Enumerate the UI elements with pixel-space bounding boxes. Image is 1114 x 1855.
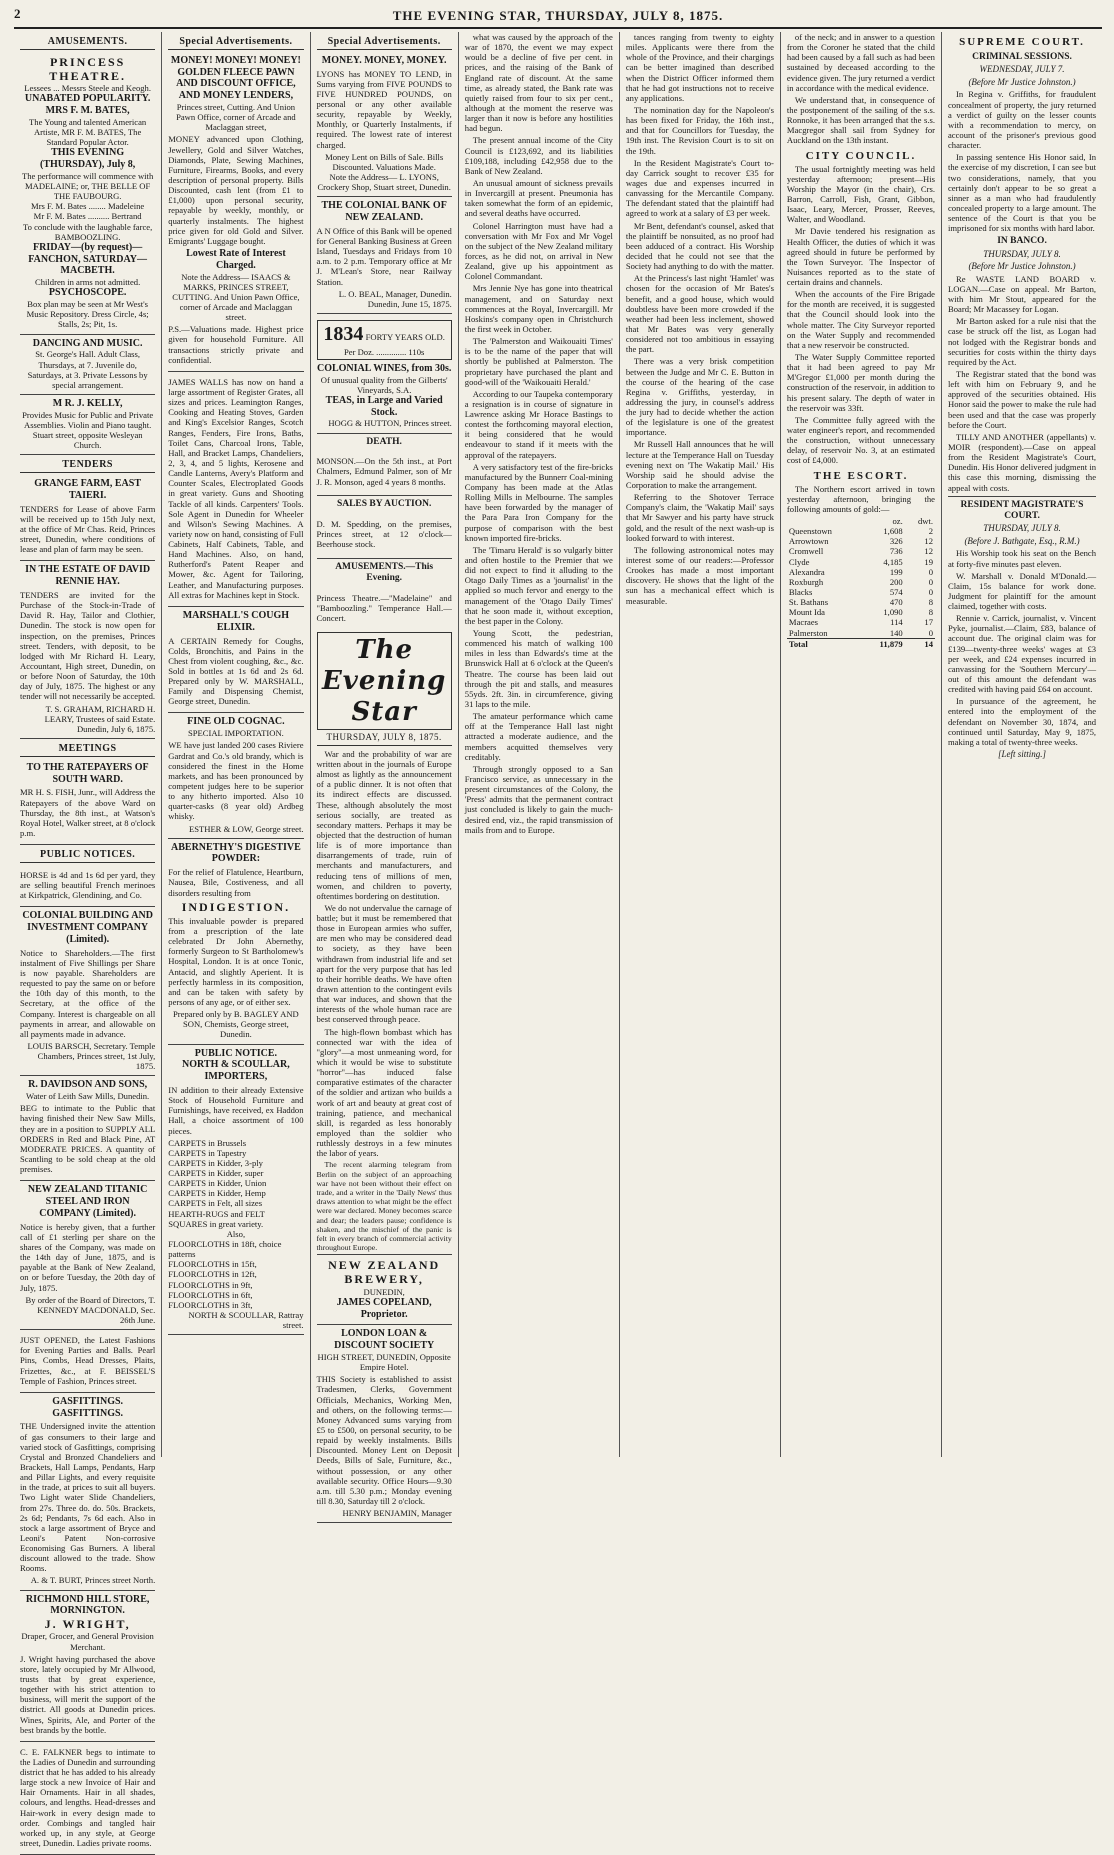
ad-text: St. George's Hall. Adult Class, Thursdays, at 7. Juvenile do, Saturdays, at 3. Private Lessons by special arrangement.	[27, 349, 148, 390]
cell: Cromwell	[788, 546, 824, 557]
ad-title: R. DAVIDSON AND SONS,	[28, 1079, 148, 1091]
ad-text: THIS Society is established to assist Tradesmen, Clerks, Government Officials, Mechanics, Working Men, and others, on the following terms:— Money Advanced sums varying from £5 to £500, on personal security, to be repaid by weekly instalments. Bills Discounted. Money Lent on Deposit Deeds, Bills of Sale, Furniture, &c., without possession, or any other available security. Office Hours—9.30 a.m. till 5.30 p.m.; Monday evening till 8.30, Saturday till 2 o'clock.	[316, 1374, 452, 1506]
escort-intro: The Northern escort arrived in town yesterday afternoon, bringing the following amounts of gold:—	[786, 483, 935, 514]
ad-text: P.S.—Valuations made. Highest price given for household Furniture. All transactions strictly private and confidential.	[168, 324, 304, 365]
cell: 114	[890, 617, 903, 628]
court-paragraph: The Registrar stated that the bond was left with him on February 9, and he approved of the securities obtained. His Honor said the power to make the rule had been used and that the case was properly before the Court.	[947, 369, 1097, 430]
ad-signature: Prepared only by B. BAGLEY AND SON, Chemists, George street, Dunedin.	[173, 1009, 299, 1040]
cell: 19	[924, 556, 933, 567]
amusements-notice: Princess Theatre.—"Madelaine" and "Bamboozling." Temperance Hall.—Concert.	[316, 593, 452, 624]
year-label: 1834	[323, 323, 364, 345]
ad-james-walls	[168, 372, 303, 607]
ad-north-scoullar	[168, 1045, 303, 1336]
cell: 199	[889, 566, 903, 577]
list-item: CARPETS in Tapestry	[168, 1147, 247, 1158]
news-paragraph: At the Princess's last night 'Hamlet' was chosen for the occasion of Mr Bates's benefit, and a good house, which would doubtless have been more crowded if the weather had been less inclement, showed that Mr Bates was very generally considered not too ambitious in essaying the part.	[625, 273, 774, 355]
news-paragraph: Colonel Harrington must have had a conversation with Mr Fox and Mr Vogel on the subject of the New Zealand military forces, as he did not, on arrival in New Zealand, give up his appointment as Colonel Commandant.	[464, 220, 613, 282]
ad-text: Draper, Grocer, and General Provision Merchant.	[21, 1631, 154, 1652]
court-paragraph: W. Marshall v. Donald M'Donald.—Claim, 15s balance for work done. Judgment for plaintiff for the amount claimed, together with costs.	[947, 570, 1097, 612]
ad-text: Notice is hereby given, that a further call of £1 sterling per share on the shares of the Company, was made on the 14th day of June, 1875, and is payable at the Bank of New Zealand, on or before Tuesday, the 20th day of July, 1875.	[20, 1221, 156, 1293]
cell: 200	[889, 576, 903, 587]
ad-signature: JAMES COPELAND, Proprietor.	[336, 1296, 432, 1320]
ad-text: Notice to Shareholders.—The first instalment of Five Shillings per Share is now payable. Shareholders are requested to pay the same on or before the 10th day of this month, to the Secretary, at the office of the Company. Interest is chargeable on all payments in arrear, and allowable on all payments made in advance.	[20, 947, 156, 1039]
news-paragraph: Through strongly opposed to a San Francisco service, as unnecessary in the present circumstances of the Colony, the 'Press' admits that the permanent contract just concluded is likely to gain the much-desired end, viz., the rapid transmission of mails from and to Europe.	[464, 763, 613, 835]
table-row	[787, 628, 935, 639]
masthead	[14, 6, 1102, 29]
ad-text: MR H. S. FISH, Junr., will Address the Ratepayers of the above Ward on Thursday, the 8th inst., at Watson's Royal Hotel, Walker street, at 8 o'clock p.m.	[20, 787, 156, 838]
ad-text: Note the Address— ISAACS & MARKS, PRINCES STREET, CUTTING. And Union Pawn Office, corner of Arcade and Maclaggan street.	[172, 271, 300, 323]
list-item: FLOORCLOTHS in 9ft,	[168, 1279, 253, 1290]
ad-signature: ESTHER & LOW, George street.	[188, 823, 304, 834]
court-paragraph: Rennie v. Carrick, journalist, v. Vincent Pyke, journalist.—Claim, £83, balance of account due. The original claim was for £139—twenty-three weeks' wages at £3 per week, and £24 expenses incurred in canvassing for the 'Southern Mercury'—out of this amount the defendant was credited with having paid £64 on account.	[947, 613, 1097, 695]
court-date: WEDNESDAY, JULY 7.	[979, 64, 1065, 75]
ad-colonial-building	[20, 907, 155, 1076]
cell: 0	[928, 627, 933, 638]
cell: Mount Ida	[788, 607, 825, 618]
ad-title: NORTH & SCOULLAR, IMPORTERS,	[182, 1059, 290, 1083]
section-amusements-today: AMUSEMENTS.—This Evening.	[335, 562, 434, 584]
ad-text: MRS F. M. BATES,	[45, 105, 130, 117]
news-paragraph: Mr Davie tendered his resignation as Health Officer, the duties of which it was agreed should in future be performed by the Town Surveyor. The Inspector of Nuisances reported as to the state of certain drains and channels.	[786, 226, 935, 288]
ad-title: THE COLONIAL BANK OF NEW ZEALAND.	[321, 200, 447, 224]
ad-text: Of unusual quality from the Gilberts' Vineyards, S.A.	[320, 374, 448, 395]
ad-text: Note the Address— L. LYONS, Crockery Shop, Stuart street, Dunedin.	[317, 172, 451, 193]
ad-signature: NORTH & SCOULLAR, Rattray street.	[188, 1310, 304, 1331]
ad-text: A N Office of this Bank will be opened for General Banking Business at Green Island, Tuesdays and Fridays from 10 a.m. to 2 p.m. Temporary office at Mr J. M'Lean's Store, near Railway Station.	[316, 225, 452, 287]
column-2	[162, 32, 310, 1457]
list-item: CARPETS in Felt, all sizes	[168, 1198, 263, 1209]
list-item: HEARTH-RUGS and FELT SQUARES in great variety.	[168, 1208, 265, 1229]
ad-title: MONEY! MONEY! MONEY!	[170, 54, 301, 66]
cell: 12	[924, 536, 933, 547]
ad-signature: L. O. BEAL, Manager, Dunedin. Dunedin, June 15, 1875.	[338, 288, 452, 309]
cell: 8	[928, 607, 933, 618]
section-death: DEATH.	[366, 436, 402, 447]
section-supreme-court: SUPREME COURT.	[959, 36, 1085, 48]
ad-golden-fleece	[168, 52, 303, 372]
table-row	[787, 587, 935, 597]
death-notice: MONSON.—On the 5th inst., at Port Chalmers, Edmund Palmer, son of Mr J. R. Monson, aged 4 years 8 months.	[316, 456, 452, 487]
table-row	[787, 567, 935, 577]
cell: St. Bathans	[788, 597, 829, 608]
list-item: CARPETS in Brussels	[168, 1137, 247, 1148]
table-row	[787, 597, 935, 607]
cell: 4,185	[883, 556, 903, 567]
section-escort: THE ESCORT.	[813, 469, 909, 482]
news-paragraph: Referring to the Shotover Terrace Company's claim, the 'Wakatip Mail' says that Mr Sawyer and his party have struck gold, and the result of the next wash-up is looked forward to with interest.	[625, 492, 774, 543]
news-paragraph: When the accounts of the Fire Brigade for the month are received, it is suggested that the Council should look into the whole matter. The City Surveyor reported on the Water Supply and recommended that a new reservoir be constructed.	[786, 289, 935, 350]
news-paragraph: of the neck; and in answer to a question from the Coroner he stated that the child had been caused by a fall such as had been sustained by deceased according to the evidence given. The jury returned a verdict in accordance with the medical evidence.	[786, 32, 935, 93]
ad-text: JAMES WALLS has now on hand a large assortment of Register Grates, all sizes and prices. Leamington Ranges, Cooking and Heating Stoves, Garden and King's Excelsior Ranges, Scotch Ranges, Fenders, Fire Irons, Baths, Toilet Cans, Charcoal Irons, Table, Hall, and Bracket Lamps, Chandeliers, 2, 3, 4, and 5 lights, Kerosene and Candle Lanterns, Avery's Platform and Counter Scales, Electroplated Goods in great variety. Guns and Shooting Tackle of all kinds. Carpenters' Tools. Sole Agent in Dunedin for Wheeler and Wilson's Sewing Machines. A variety now on hand, consisting of Full Cabinets, Half Cabinets, Table, and Hand Machines. Also, on hand, Rutherford's Patent Reaper and Mower, &c. Agent for Tailoring, Leather, and Manufacturing purposes. All extras for Machines kept in Stock.	[168, 376, 304, 600]
court-paragraph: In passing sentence His Honor said, In the exercise of my discretion, I can see but two considerations, namely, that you certainly don't appear to be so great a sinner as a man who had fraudulently concealed property to a large amount. The sentence of the Court is that you be imprisoned for six months with hard labor.	[947, 152, 1097, 234]
masthead-title: THE EVENING STAR, THURSDAY, JULY 8, 1875.	[392, 8, 724, 23]
ad-south-ward	[20, 759, 155, 845]
court-paragraph: Re WASTE LAND BOARD v. LOGAN.—Case on appeal. Mr Barton, with him Mr Stout, appeared for the Board; Mr Macassey for Logan.	[947, 273, 1097, 315]
section-meetings: MEETINGS	[20, 743, 155, 757]
column-3	[311, 32, 459, 1519]
cell: 470	[889, 597, 903, 608]
list-item: FLOORCLOTHS in 18ft, choice patterns	[168, 1239, 282, 1260]
section-sales: SALES BY AUCTION.	[336, 499, 432, 510]
section-special-ads: Special Advertisements.	[317, 36, 452, 50]
cell: 17	[924, 617, 933, 628]
ad-princess-theatre	[20, 52, 155, 335]
news-paragraph: There was a very brisk competition between the Judge and Mr C. E. Button in the course of the hearing of the case Regina v. Griffiths, yesterday, in addressing the jury, in counsel's address the jury had to decide whether the action of the legislature is one of the greatest importance.	[625, 356, 774, 438]
ad-title: COLONIAL WINES, from 30s.	[316, 362, 452, 374]
cell: 12	[924, 546, 933, 557]
court-date: THURSDAY, JULY 8.	[983, 523, 1061, 534]
cell: Alexandra	[788, 566, 825, 577]
list-item: CARPETS in Kidder, super	[168, 1168, 264, 1179]
ad-title: MARSHALL'S COUGH ELIXIR.	[182, 609, 290, 633]
cell: 0	[928, 566, 933, 577]
court-paragraph: In Regina v. Griffiths, for fraudulent concealment of property, the jury returned a verdict of guilty on the lesser counts with a recommendation to mercy, on account of the prisoner's previous good character.	[947, 89, 1097, 151]
price-line: Per Doz. .............. 110s	[343, 346, 425, 357]
ad-title: NEW ZEALAND TITANIC STEEL AND IRON COMPANY (Limited).	[27, 1184, 148, 1219]
sales-notice: D. M. Spedding, on the premises, Princes street, at 12 o'clock—Beerhouse stock.	[316, 519, 452, 550]
cell: Macraes	[788, 617, 819, 628]
news-paragraph: Mr Bent, defendant's counsel, asked that the plaintiff be nonsuited, as no proof had been adduced of a contract. His Worship decided that he could not see that the Society had anything to do with the matter.	[625, 220, 774, 272]
ad-text: TEAS, in Large and Varied Stock.	[325, 394, 443, 418]
ad-title: INDIGESTION.	[181, 899, 291, 914]
divider	[948, 496, 1096, 497]
ad-davidson	[20, 1076, 155, 1181]
column-6	[781, 32, 942, 1457]
news-paragraph: In the Resident Magistrate's Court to-day Carrick sought to recover £35 for wages due and expenses incurred in canvassing for the Mercantile Company. The defendant stated that the plaintiff had agreed to work at a salary of £3 per week.	[625, 157, 774, 219]
ad-text: The performance will commence with MADELAINE; or, THE BELLE OF THE FAUBOURG.	[22, 170, 154, 202]
ad-text: FRIDAY—(by request)—FANCHON, SATURDAY—MACBETH.	[28, 241, 147, 277]
forty-years-box	[317, 320, 452, 360]
cell: 2	[928, 526, 933, 537]
column-4	[459, 32, 620, 1457]
ad-signature: LOUIS BARSCH, Secretary. Temple Chambers, Princes street, 1st July, 1875.	[27, 1040, 156, 1072]
list-item: FLOORCLOTHS in 6ft,	[168, 1289, 253, 1300]
divider	[317, 495, 452, 496]
article-paragraph: The recent alarming telegram from Berlin on the subject of an approaching war have not been without their effect on trade, and a writer in the 'Daily News' thus draws attention to what might be the effect were war declared. Money becomes scarce and dear; the leaders pause; confidence is shaken, and the mischief of the panic is felt in every branch of commercial activity throughout Europe.	[316, 1160, 452, 1253]
ad-title: GOLDEN FLEECE PAWN AND DISCOUNT OFFICE, AND MONEY LENDERS,	[176, 66, 296, 102]
news-paragraph: We understand that, in consequence of the postponement of the sailing of the s.s. Ronnoke, it has been arranged that the s.s. Macgregor shall sail from Sydney for Auckland on the 13th instant.	[786, 94, 935, 146]
article-paragraph: The high-flown bombast which has connected war with the idea of "glory"—a most unmeaning word, for which it would be wise to substitute "horror"—has induced false comparative estimates of the character of the soldier and artizan who builds a work of art and beauty at great cost of training, patience, and mechanical skill, is regarded as less honorably employed than the soldier who ruthlessly destroys in a few minutes the labor of years.	[316, 1026, 452, 1159]
ad-title: GRANGE FARM, EAST TAIERI.	[34, 478, 142, 501]
escort-table	[787, 516, 935, 649]
ad-signature: HENRY BENJAMIN, Manager	[342, 1508, 452, 1519]
ad-text: SPECIAL IMPORTATION.	[187, 728, 284, 739]
ad-just-opened	[20, 1330, 155, 1393]
ad-text: Box plan may be seen at Mr West's Music Repository. Dress Circle, 4s; Stalls, 2s; Pit, 1s.	[26, 299, 149, 330]
cell: Queenstown	[788, 526, 832, 537]
ad-text: BEG to intimate to the Public that having finished their New Saw Mills, they are in a position to SUPPLY ALL ORDERS in Red and Black Pine, AT MODERATE PRICES. A quantity of Scantling to be sold cheap at the old premises.	[20, 1103, 156, 1175]
news-paragraph: The amateur performance which came off at the Temperance Hall last night attracted a moderate audience, and the members acquitted themselves very creditably.	[464, 711, 613, 762]
cell: 1,090	[883, 607, 903, 618]
news-paragraph: The 'Timaru Herald' is so vulgarly bitter and often hostile to the Premier that we did not expect to find it alluding to the Otago Daily Times as a 'journalist' in the applied so much fervor and energy to the management of the 'Otago Daily Times' that he soon made it, without exception, the best paper in the Colony.	[464, 544, 613, 626]
court-date: THURSDAY, JULY 8.	[983, 248, 1061, 259]
ad-text: Provides Music for Public and Private Assemblies. Violin and Piano taught. Stuart street, opposite Wesleyan Church.	[22, 409, 154, 451]
ad-lyons	[317, 52, 452, 197]
ad-grange-farm	[20, 475, 155, 561]
ad-title: COLONIAL BUILDING AND INVESTMENT COMPANY (Limited).	[22, 910, 153, 945]
ad-richmond-hill	[20, 1591, 155, 1742]
ad-text: TENDERS for Lease of above Farm will be received up to 15th July next, at the office of Mr Chas. Reid, Princes street, Dunedin, where conditions of lease and plan of farm may be seen.	[20, 503, 156, 555]
news-paragraph: tances ranging from twenty to eighty miles. Applicants were there from the whole of the Province, and their chargings can be better imagined than described when the District Officer informed them that he had got instructions not to receive any applications.	[625, 32, 774, 103]
news-paragraph: The Water Supply Committee reported that it had been agreed to pay Mr M'Gregor £1,000 per month during the construction of the reservoir, in addition to his present salary. The depth of water in the reservoir was 33ft.	[786, 352, 935, 413]
ad-text: HIGH STREET, DUNEDIN, Opposite Empire Hotel.	[317, 1351, 451, 1373]
ad-text: Princes street, Cutting. And Union Pawn Office, corner of Arcade and Maclaggan street,	[176, 101, 296, 133]
news-paragraph: The following astronomical notes may interest some of our readers:—Professor Crookes has made a most important discovery. He shows that the light of the sun has a mechanical effect which is measurable.	[625, 544, 774, 606]
left-sitting: [Left sitting.]	[998, 749, 1047, 760]
section-resident-magistrate: RESIDENT MAGISTRATE'S COURT.	[960, 499, 1084, 521]
ad-title: DANCING AND MUSIC.	[32, 337, 143, 349]
table-row	[787, 557, 935, 567]
section-amusements: AMUSEMENTS.	[20, 36, 155, 50]
ad-text: Lessees ... Messrs Steele and Keogh.	[24, 83, 151, 94]
ad-title: IN THE ESTATE OF DAVID RENNIE HAY.	[25, 564, 151, 588]
news-paragraph: The 'Palmerston and Waikouaiti Times' is to be the name of the paper that will shortly be published at Palmerston. The proprietary have purchased the plant and good-will of the 'Waikouaiti Herald.'	[464, 336, 613, 387]
ad-text: TENDERS are invited for the Purchase of the Stock-in-Trade of David R. Hay, Tailor and Clothier, Dunedin. The stock is now open for inspection, on the premises, Princes street. Tenders, with deposit, to be lodged with Mr Richard H. Leary, Accountant, High street, Dunedin, on or before Noon of Saturday, the 10th day of July, 1875. The highest or any tender will not necessarily be accepted.	[20, 590, 156, 702]
ad-text: UNABATED POPULARITY.	[24, 93, 151, 105]
subsection-banco: IN BANCO.	[997, 236, 1047, 247]
ad-text: Water of Leith Saw Mills, Dunedin.	[26, 1091, 150, 1102]
cell: 1,608	[883, 526, 903, 537]
ad-text: To conclude with the laughable farce, BAMBOOZLING.	[23, 221, 153, 242]
list-item: FLOORCLOTHS in 15ft,	[168, 1259, 257, 1270]
ad-text: J. Wright having purchased the above store, lately occupied by Mr Allwood, trusts that by great experience, together with his strict attention to business, will merit the support of the district. All goods at Dunedin prices. Wines, Spirits, Ale, and Porter of the best brands by the bottle.	[20, 1653, 156, 1735]
news-paragraph: what was caused by the approach of the war of 1870, the event we may expect would be a decline of five per cent. in prices, and the raising of the Bank of England rate of discount. At the same time, as already stated, the Bank rate was quietly raised from four to six per cent., although at the moment the reserve was larger than it now is before any hostilities had begun.	[464, 32, 613, 134]
ad-text: LYONS has MONEY TO LEND, in Sums varying from FIVE POUNDS to FIVE HUNDRED POUNDS, on personal or any other available security, repayable by Weekly, Monthly, or Quarterly Instalments, if required. The lowest rate of interest charged.	[316, 68, 452, 150]
ad-text: The Young and talented American Artiste, MR F. M. BATES, The Standard Popular Actor.	[29, 116, 147, 148]
ad-title: PUBLIC NOTICE.	[194, 1047, 278, 1059]
court-paragraph: TILLY AND ANOTHER (appellants) v. MOIR (respondent).—Case on appeal from the Resident Magistrate's Court, Dunedin. His Honor delivered judgment in this case this morning, dismissing the appeal with costs.	[947, 431, 1097, 493]
ad-brewery	[317, 1254, 452, 1325]
list-heading: Also,	[226, 1228, 246, 1239]
news-paragraph: Mr Russell Hall announces that he will lecture at the Temperance Hall on Tuesday evening next on 'The Wakatip Mail.' His Worship said he should advise the Corporation to make the arrangement.	[625, 439, 774, 491]
cell: 14	[905, 638, 935, 649]
article-paragraph: War and the probability of war are written about in the journals of Europe almost as lightly as the announcement of a public dinner. It is not often that its indirect effects are discussed. These, although absolutely the most serious socially, are treated as secondary matters. Perhaps it may be objected that the destruction of human life is of more importance than disarrangements of trade, ruin of merchants and manufacturers, and reducing tens of millions of men, women, and children to poverty, oftentimes bordering on destitution.	[316, 748, 452, 901]
cell: 0	[928, 586, 933, 597]
ad-title: LONDON LOAN & DISCOUNT SOCIETY	[334, 1328, 435, 1352]
ad-text: MONEY advanced upon Clothing, Jewellery, Gold and Silver Watches, Diamonds, Plate, Sewing Machines, Furniture, Firearms, Books, and every description of personal property. Bills Discounted, cash lent (from £1 to £1,000) upon personal security, repayable by weekly, monthly, or quarterly instalments. The highest price given for old Gold and Silver. Emigrants' Luggage bought.	[168, 134, 304, 246]
ad-text: C. E. FALKNER begs to intimate to the Ladies of Dunedin and surrounding district that he has added to his already large stock a new Invoice of Hair and Hair Ornaments. Hair in all shades, colours, and lengths. Head-dresses and Hair-work in every design made to order. Combings and tangled hair worked up, in any style, at George street, Dunedin. Ladies private rooms.	[20, 1746, 156, 1849]
ad-text: For the relief of Flatulence, Heartburn, Nausea, Bile, Costiveness, and all disorders resulting from	[168, 867, 304, 898]
ad-text: JUST OPENED, the Latest Fashions for Evening Parties and Balls. Pearl Pins, Combs, Head Dresses, Plaits, Frizettes, &c., at F. BEISSEL'S Temple of Fashion, Princes street.	[20, 1335, 156, 1386]
table-row	[787, 607, 935, 617]
ad-text: IN addition to their already Extensive Stock of Household Furniture and Furnishings, have received, ex Haddon Hall, a choice assortment of 100 pieces.	[168, 1084, 304, 1136]
ad-title: NEW ZEALAND BREWERY,	[328, 1258, 441, 1287]
list-item: CARPETS in Kidder, Union	[168, 1178, 267, 1189]
ad-signature: HOGG & HUTTON, Princes street.	[328, 418, 452, 429]
dateline: THURSDAY, JULY 8, 1875.	[317, 732, 452, 746]
cell: 11,879	[862, 638, 905, 649]
list-item: CARPETS in Kidder, Hemp	[168, 1188, 266, 1199]
ad-text: This invaluable powder is prepared from a prescription of the late celebrated Dr John Abernethy, formerly Surgeon to St Bartholomew's Hospital, London. It is at once Tonic, Antacid, and slightly Aperient. It is perfectly harmless in its composition, and can be taken with safety by persons of any age, or of either sex.	[168, 915, 304, 1007]
table-header	[787, 516, 935, 526]
column-1	[14, 32, 162, 1849]
ad-estate-hay	[20, 561, 155, 739]
cell: Palmerston	[788, 627, 828, 638]
ad-title: PRINCESS THEATRE.	[49, 54, 127, 83]
ad-text: THIS EVENING (THURSDAY), July 8,	[40, 147, 136, 171]
ad-cognac	[168, 713, 303, 838]
table-row	[787, 577, 935, 587]
column-5	[620, 32, 781, 1457]
carpet-list	[168, 1138, 303, 1310]
news-paragraph: An unusual amount of sickness prevails in Invercargill at present. Pneumonia has taken somewhat the form of an epidemic, and several deaths have occurred.	[464, 177, 613, 219]
news-paragraph: According to our Taupeka contemporary a resignation is in course of signature in Lawrence asking Mr Horace Bastings to contest the forthcoming mayoral election, it being considered that he would endeavour to stand if it meets with the approval of the ratepayers.	[464, 388, 613, 460]
table-total-row	[787, 638, 935, 649]
news-paragraph: The present annual income of the City Council is £123,692, and its liabilities £109,188, including £42,958 due to the Bank of New Zealand.	[464, 135, 613, 176]
ad-title: ABERNETHY'S DIGESTIVE POWDER:	[171, 841, 301, 865]
section-tenders: TENDERS	[20, 459, 155, 473]
paper-title: The Evening Star	[317, 632, 452, 730]
ad-title: MONEY. MONEY, MONEY.	[321, 54, 447, 66]
cell: 0	[928, 576, 933, 587]
ad-text: Money Lent on Bills of Sale. Bills Discounted. Valuations Made.	[325, 151, 444, 172]
cell: Roxburgh	[788, 576, 824, 587]
ad-titanic-steel	[20, 1181, 155, 1330]
section-city-council: CITY COUNCIL.	[805, 149, 917, 162]
list-item: FLOORCLOTHS in 12ft,	[168, 1269, 257, 1280]
ad-title: TO THE RATEPAYERS OF SOUTH WARD.	[26, 761, 149, 785]
ad-title: FINE OLD COGNAC.	[187, 716, 285, 728]
ad-signature: A. & T. BURT, Princes street North.	[30, 1575, 156, 1586]
ad-text: Lowest Rate of Interest Charged.	[186, 247, 286, 271]
ad-gasfittings	[20, 1393, 155, 1591]
cell: 326	[889, 536, 903, 547]
court-paragraph: His Worship took his seat on the Bench at forty-five minutes past eleven.	[947, 548, 1097, 569]
ad-signature: T. S. GRAHAM, RICHARD H. LEARY, Trustees of said Estate. Dunedin, July 6, 1875.	[44, 703, 156, 734]
cell: 736	[889, 546, 903, 557]
cell: Total	[787, 638, 862, 649]
section-public-notices: PUBLIC NOTICES.	[20, 849, 155, 863]
ad-colonial-bank	[317, 197, 452, 314]
ad-kelly	[20, 395, 155, 455]
ad-signature: By order of the Board of Directors, T. KENNEDY MACDONALD, Sec. 26th June.	[25, 1294, 156, 1325]
news-paragraph: Mrs Jennie Nye has gone into theatrical management, and on Saturday next commences at the Royal, Invercargill. Mr Hoskins's company open in Christchurch the first week in October.	[464, 283, 613, 334]
cast-line: Mr F. M. Bates .......... Bertrand	[33, 211, 142, 222]
cell: 140	[889, 627, 903, 638]
ad-horse	[20, 865, 155, 907]
list-item: FLOORCLOTHS in 3ft,	[168, 1299, 253, 1310]
ad-abernethy	[168, 839, 303, 1045]
header-cell: oz.	[892, 515, 903, 526]
ad-london-loan	[317, 1325, 452, 1523]
cell: 574	[889, 586, 903, 597]
cell: Blacks	[788, 586, 813, 597]
ad-text: Children in arms not admitted.	[35, 277, 141, 288]
ad-text: A CERTAIN Remedy for Coughs, Colds, Bronchitis, and Pains in the Chest from violent coughing, &c., &c. Sold in bottles at 1s 6d and 2s 6d. Prepared only by W. MARSHALL, Family and Dispensing Chemist, George street, Dunedin.	[168, 635, 304, 707]
ad-text: THE Undersigned invite the attention of gas consumers to their large and varied stock of Gasfittings, comprising Crystal and Bronzed Chandeliers and Brackets, Hall Lamps, Pendants, Harp and Pillar Lights, and every requisite in the trade, at prices to suit all buyers. Two Light water Slide Chandeliers, from 27s. Three do. do. 50s. Brackets, 2s 6d; Pendants, 7s 6d each. Also in stock a large assortment of Bryce and Leoni's Patent Non-corrosive Economising Gas Burners. A liberal discount allowed to the trade. Show Rooms.	[20, 1421, 156, 1574]
leader-article	[317, 749, 452, 1253]
ad-text: WE have just landed 200 cases Riviere Gardrat and Co.'s old brandy, which is considered the finest in the Home markets, and has been pronounced by competent judges here to be superior to any hitherto imported. Also 10 quarter-casks (8 year old) Ardbeg whisky.	[168, 740, 304, 822]
list-item: CARPETS in Kidder, 3-ply	[168, 1157, 263, 1168]
court-paragraph: Mr Barton asked for a rule nisi that the case be struck off the list, as Logan had not lodged with the Registrar bonds and securities for costs within the thirty days required by the Act.	[947, 316, 1097, 367]
page-number: 2	[14, 6, 22, 21]
court-judge: (Before Mr Justice Johnston.)	[968, 261, 1076, 272]
cell: Arrowtown	[788, 536, 829, 547]
table-row	[787, 526, 935, 536]
article-paragraph: We do not undervalue the carnage of battle; but it must be remembered that those in European armies who suffer, are men who may be considered dead to society, as they have been withdrawn from industrial life and set apart for the very purpose that has led to their horrible deaths. We have often drawn attention to the contingent evils that war induces, and shown that the interests of the whole human race are best conserved through peace.	[316, 902, 452, 1025]
news-paragraph: The usual fortnightly meeting was held yesterday afternoon; present—His Worship the Mayor (in the chair), Crs. Barron, Carroll, Fish, Grant, Gibbon, Isaac, Leary, Mercer, Prosser, Reeves, Walter, and Woodland.	[786, 163, 935, 225]
news-paragraph: A very satisfactory test of the fire-bricks manufactured by the Bunnerr Coal-mining Company has been made at the Atlas Rolling Mills in Melbourne. The samples have been forwarded by the manager of the Para Para Iron Company for the purpose of comparison with the best known imported fire-bricks.	[464, 461, 613, 543]
ad-falkner	[20, 1742, 155, 1855]
cast-line: Mrs F. M. Bates ........ Madeleine	[31, 201, 145, 212]
court-paragraph: In pursuance of the agreement, he entered into the employment of the defendant on November 30, 1874, and continued until Saturday, May 9, 1875, making a total of twenty-three weeks.	[947, 696, 1097, 747]
ad-title: J. WRIGHT,	[44, 1617, 131, 1632]
ad-text: FORTY YEARS OLD.	[365, 332, 445, 342]
header-cell: dwt.	[917, 515, 933, 526]
cell: Clyde	[788, 556, 810, 567]
ad-title: GASFITTINGS. GASFITTINGS.	[52, 1395, 124, 1419]
ad-hogg-hutton	[317, 314, 452, 434]
table-row	[787, 617, 935, 627]
table-row	[787, 536, 935, 546]
news-paragraph: The Committee fully agreed with the water engineer's report, and recommended the construction, without unnecessary delay, of reservoir No. 3, at an estimated cost of £4,000.	[786, 414, 935, 466]
section-special-ads: Special Advertisements.	[168, 36, 303, 50]
court-judge: (Before Mr Justice Johnston.)	[968, 76, 1076, 87]
ad-text: HORSE is 4d and 1s 6d per yard, they are selling beautiful French merinoes at Kirkpatrick, Glendining, and Co.	[20, 869, 156, 901]
column-7	[942, 32, 1102, 1457]
ad-text: PSYCHOSCOPE.	[48, 287, 127, 299]
header-cell	[787, 516, 862, 526]
news-paragraph: Young Scott, the pedestrian, commenced his match of walking 100 miles in less than Edwards's time at the Brunswick Hall at 6 o'clock at the Queen's Theatre. The course has been laid out through the pit and stalls, and measures 55yds. 2ft. 3in. in circumference, giving 31 laps to the mile.	[464, 628, 613, 709]
ad-marshall-elixir	[168, 607, 303, 714]
court-judge: (Before J. Bathgate, Esq., R.M.)	[964, 535, 1080, 546]
ad-dancing	[20, 335, 155, 395]
news-paragraph: The nomination day for the Napoleon's has been fixed for Friday, the 16th inst., and that for Councillors for Tuesday, the 19th inst. The Revision Court is to sit on the 19th.	[625, 104, 774, 156]
ad-text: DUNEDIN,	[363, 1286, 405, 1297]
table-row	[787, 546, 935, 556]
ad-title: RICHMOND HILL STORE, MORNINGTON.	[25, 1593, 150, 1617]
columns	[14, 32, 1102, 1849]
divider	[317, 558, 452, 559]
ad-title: M R. J. KELLY,	[52, 397, 123, 409]
subsection-criminal: CRIMINAL SESSIONS.	[972, 51, 1072, 62]
cell: 8	[928, 597, 933, 608]
